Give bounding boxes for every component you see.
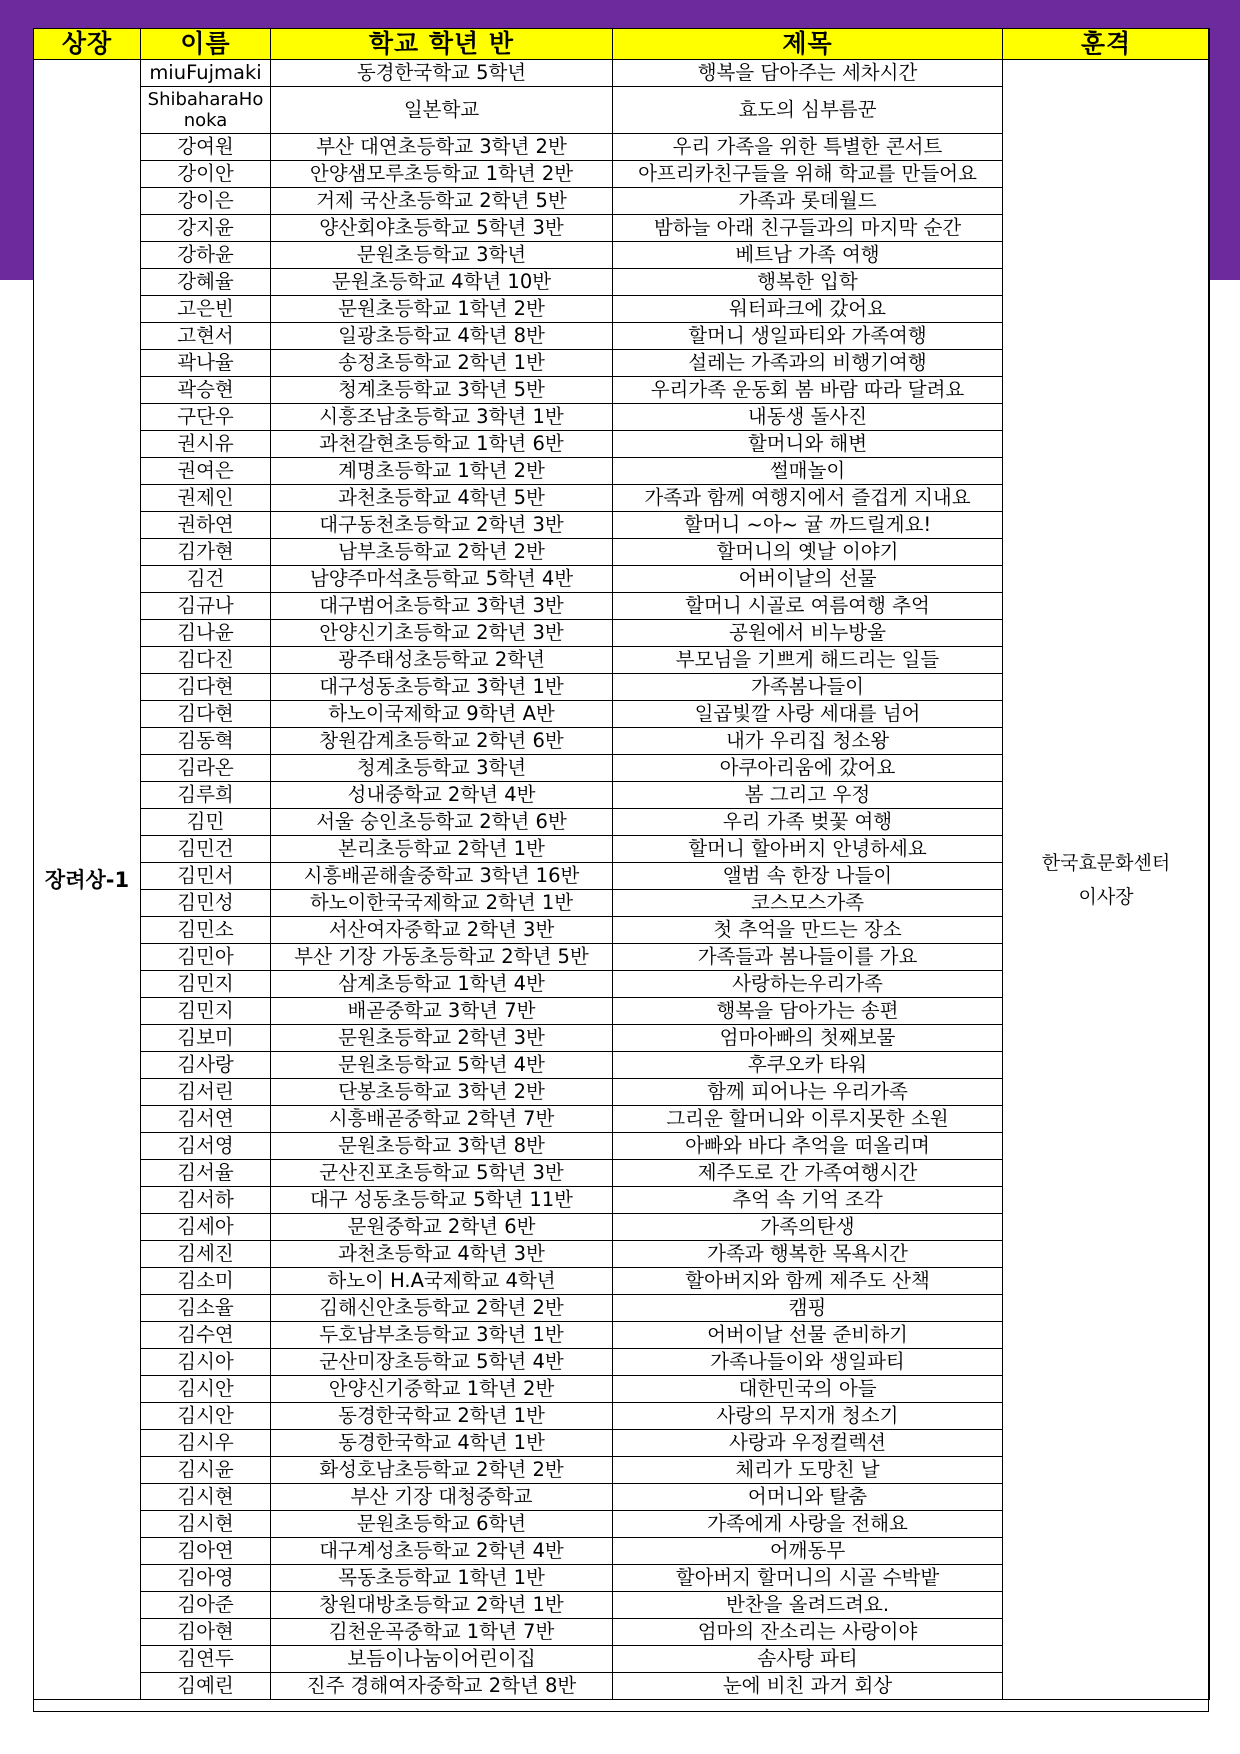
header-school: 학교 학년 반 [271,29,613,60]
name-cell: 김수연 [141,1322,271,1349]
name-cell: 구단우 [141,404,271,431]
title-cell: 설레는 가족과의 비행기여행 [613,350,1003,377]
title-cell: 앨범 속 한장 나들이 [613,863,1003,890]
name-cell: 김민성 [141,890,271,917]
name-cell: 김라온 [141,755,271,782]
name-cell: 김다진 [141,647,271,674]
school-cell: 서산여자중학교 2학년 3반 [271,917,613,944]
title-cell: 사랑과 우정컬렉션 [613,1430,1003,1457]
name-cell: 김민소 [141,917,271,944]
award-table [33,28,1210,1700]
title-cell: 공원에서 비누방울 [613,620,1003,647]
name-cell: 김민건 [141,836,271,863]
school-cell: 부산 기장 가동초등학교 2학년 5반 [271,944,613,971]
title-cell: 어버이날의 선물 [613,566,1003,593]
name-cell: 김민지 [141,998,271,1025]
school-cell: 일본학교 [271,87,613,134]
school-cell: 과천초등학교 4학년 5반 [271,485,613,512]
title-cell: 아빠와 바다 추억을 떠올리며 [613,1133,1003,1160]
school-cell: 단봉초등학교 3학년 2반 [271,1079,613,1106]
school-cell: 청계초등학교 3학년 [271,755,613,782]
school-cell: 동경한국학교 5학년 [271,60,613,87]
name-cell: 김서연 [141,1106,271,1133]
school-cell: 하노이한국국제학교 2학년 1반 [271,890,613,917]
name-cell: 김아영 [141,1565,271,1592]
school-cell: 과천초등학교 4학년 3반 [271,1241,613,1268]
name-cell: 권시유 [141,431,271,458]
title-cell: 솜사탕 파티 [613,1646,1003,1673]
name-cell: 김건 [141,566,271,593]
header-title: 제목 [613,29,1003,60]
school-cell: 화성호남초등학교 2학년 2반 [271,1457,613,1484]
title-cell: 할머니 생일파티와 가족여행 [613,323,1003,350]
title-cell: 눈에 비친 과거 회상 [613,1673,1003,1700]
name-cell: 김연두 [141,1646,271,1673]
title-cell: 썰매놀이 [613,458,1003,485]
title-cell: 첫 추억을 만드는 장소 [613,917,1003,944]
name-cell: 강여원 [141,134,271,161]
name-cell: 김시안 [141,1403,271,1430]
title-cell: 행복한 입학 [613,269,1003,296]
school-cell: 문원초등학교 6학년 [271,1511,613,1538]
name-cell: 김시현 [141,1511,271,1538]
name-cell: 김규나 [141,593,271,620]
school-cell: 대구동천초등학교 2학년 3반 [271,512,613,539]
school-cell: 동경한국학교 4학년 1반 [271,1430,613,1457]
title-cell: 행복을 담아주는 세차시간 [613,60,1003,87]
title-cell: 코스모스가족 [613,890,1003,917]
name-cell: 김사랑 [141,1052,271,1079]
school-cell: 동경한국학교 2학년 1반 [271,1403,613,1430]
school-cell: 두호남부초등학교 3학년 1반 [271,1322,613,1349]
name-cell: 김민서 [141,863,271,890]
school-cell: 하노이국제학교 9학년 A반 [271,701,613,728]
school-cell: 부산 기장 대청중학교 [271,1484,613,1511]
title-cell: 내동생 돌사진 [613,404,1003,431]
name-cell: 김서율 [141,1160,271,1187]
name-cell: 김민지 [141,971,271,998]
title-cell: 후쿠오카 타워 [613,1052,1003,1079]
school-cell: 거제 국산초등학교 2학년 5반 [271,188,613,215]
name-cell: 김가현 [141,539,271,566]
school-cell: 시흥배곧중학교 2학년 7반 [271,1106,613,1133]
name-cell: 김소율 [141,1295,271,1322]
name-cell: 김예린 [141,1673,271,1700]
school-cell: 양산회야초등학교 5학년 3반 [271,215,613,242]
school-cell: 부산 대연초등학교 3학년 2반 [271,134,613,161]
school-cell: 안양샘모루초등학교 1학년 2반 [271,161,613,188]
name-cell: 권제인 [141,485,271,512]
school-cell: 남부초등학교 2학년 2반 [271,539,613,566]
title-cell: 우리가족 운동회 봄 바람 따라 달려요 [613,377,1003,404]
school-cell: 문원초등학교 2학년 3반 [271,1025,613,1052]
name-cell: 권하연 [141,512,271,539]
table-row [34,60,1210,87]
name-cell: 김서린 [141,1079,271,1106]
title-cell: 가족에게 사랑을 전해요 [613,1511,1003,1538]
school-cell: 창원감계초등학교 2학년 6반 [271,728,613,755]
title-cell: 체리가 도망친 날 [613,1457,1003,1484]
name-cell: 김시아 [141,1349,271,1376]
title-cell: 할머니 ~아~ 귤 까드릴게요! [613,512,1003,539]
school-cell: 시흥배곧해솔중학교 3학년 16반 [271,863,613,890]
name-cell: 김세진 [141,1241,271,1268]
school-cell: 진주 경해여자중학교 2학년 8반 [271,1673,613,1700]
name-cell: 강이은 [141,188,271,215]
title-cell: 반찬을 올려드려요. [613,1592,1003,1619]
school-cell: 대구 성동초등학교 5학년 11반 [271,1187,613,1214]
title-cell: 그리운 할머니와 이루지못한 소원 [613,1106,1003,1133]
school-cell: 보듬이나눔이어린이집 [271,1646,613,1673]
name-cell: 김시우 [141,1430,271,1457]
title-cell: 어깨동무 [613,1538,1003,1565]
name-cell: 김시윤 [141,1457,271,1484]
school-cell: 송정초등학교 2학년 1반 [271,350,613,377]
title-cell: 우리 가족을 위한 특별한 콘서트 [613,134,1003,161]
title-cell: 제주도로 간 가족여행시간 [613,1160,1003,1187]
name-cell: 곽나율 [141,350,271,377]
title-cell: 추억 속 기억 조각 [613,1187,1003,1214]
title-cell: 가족나들이와 생일파티 [613,1349,1003,1376]
title-cell: 가족봄나들이 [613,674,1003,701]
name-cell: 강하윤 [141,242,271,269]
title-cell: 가족들과 봄나들이를 가요 [613,944,1003,971]
title-cell: 할머니 할아버지 안녕하세요 [613,836,1003,863]
title-cell: 할머니 시골로 여름여행 추억 [613,593,1003,620]
school-cell: 서울 숭인초등학교 2학년 6반 [271,809,613,836]
school-cell: 대구성동초등학교 3학년 1반 [271,674,613,701]
school-cell: 광주태성초등학교 2학년 [271,647,613,674]
school-cell: 청계초등학교 3학년 5반 [271,377,613,404]
school-cell: 시흥조남초등학교 3학년 1반 [271,404,613,431]
award-cell: 장려상-1 [34,60,141,1700]
header-host: 훈격 [1003,29,1210,60]
name-cell: 권여은 [141,458,271,485]
title-cell: 가족의탄생 [613,1214,1003,1241]
name-cell: 김아현 [141,1619,271,1646]
name-cell: 강이안 [141,161,271,188]
title-cell: 우리 가족 벚꽃 여행 [613,809,1003,836]
title-cell: 사랑의 무지개 청소기 [613,1403,1003,1430]
name-cell: 김민 [141,809,271,836]
title-cell: 일곱빛깔 사랑 세대를 넘어 [613,701,1003,728]
school-cell: 목동초등학교 1학년 1반 [271,1565,613,1592]
name-cell: 김아준 [141,1592,271,1619]
title-cell: 캠핑 [613,1295,1003,1322]
school-cell: 창원대방초등학교 2학년 1반 [271,1592,613,1619]
header-name: 이름 [141,29,271,60]
school-cell: 문원초등학교 5학년 4반 [271,1052,613,1079]
school-cell: 문원초등학교 1학년 2반 [271,296,613,323]
name-cell: 김다현 [141,701,271,728]
title-cell: 밤하늘 아래 친구들과의 마지막 순간 [613,215,1003,242]
name-cell: 김민아 [141,944,271,971]
title-cell: 할머니의 옛날 이야기 [613,539,1003,566]
name-cell: ShibaharaHonoka [141,87,271,134]
school-cell: 과천갈현초등학교 1학년 6반 [271,431,613,458]
name-cell: miuFujmaki [141,60,271,87]
name-cell: 김나윤 [141,620,271,647]
host-line: 한국효문화센터 [1041,851,1171,874]
title-cell: 워터파크에 갔어요 [613,296,1003,323]
header-row [34,29,1210,60]
name-cell: 김소미 [141,1268,271,1295]
title-cell: 사랑하는우리가족 [613,971,1003,998]
title-cell: 부모님을 기쁘게 해드리는 일들 [613,647,1003,674]
name-cell: 김보미 [141,1025,271,1052]
school-cell: 안양신기중학교 1학년 2반 [271,1376,613,1403]
school-cell: 문원초등학교 4학년 10반 [271,269,613,296]
name-cell: 김세아 [141,1214,271,1241]
host-cell [1003,60,1210,1700]
school-cell: 남양주마석초등학교 5학년 4반 [271,566,613,593]
host-line: 이사장 [1078,885,1134,908]
title-cell: 효도의 심부름꾼 [613,87,1003,134]
title-cell: 어머니와 탈춤 [613,1484,1003,1511]
school-cell: 김해신안초등학교 2학년 2반 [271,1295,613,1322]
name-cell: 강혜율 [141,269,271,296]
school-cell: 본리초등학교 2학년 1반 [271,836,613,863]
header-award: 상장 [34,29,141,60]
title-cell: 엄마의 잔소리는 사랑이야 [613,1619,1003,1646]
title-cell: 할아버지 할머니의 시골 수박밭 [613,1565,1003,1592]
title-cell: 아쿠아리움에 갔어요 [613,755,1003,782]
title-cell: 가족과 롯데월드 [613,188,1003,215]
name-cell: 곽승현 [141,377,271,404]
school-cell: 배곧중학교 3학년 7반 [271,998,613,1025]
school-cell: 문원중학교 2학년 6반 [271,1214,613,1241]
school-cell: 군산진포초등학교 5학년 3반 [271,1160,613,1187]
title-cell: 대한민국의 아들 [613,1376,1003,1403]
title-cell: 행복을 담아가는 송편 [613,998,1003,1025]
title-cell: 베트남 가족 여행 [613,242,1003,269]
name-cell: 김아연 [141,1538,271,1565]
school-cell: 대구계성초등학교 2학년 4반 [271,1538,613,1565]
school-cell: 계명초등학교 1학년 2반 [271,458,613,485]
name-cell: 김서영 [141,1133,271,1160]
title-cell: 내가 우리집 청소왕 [613,728,1003,755]
school-cell: 하노이 H.A국제학교 4학년 [271,1268,613,1295]
title-cell: 봄 그리고 우정 [613,782,1003,809]
title-cell: 가족과 행복한 목욕시간 [613,1241,1003,1268]
name-cell: 김동혁 [141,728,271,755]
school-cell: 성내중학교 2학년 4반 [271,782,613,809]
school-cell: 대구범어초등학교 3학년 3반 [271,593,613,620]
name-cell: 고은빈 [141,296,271,323]
school-cell: 군산미장초등학교 5학년 4반 [271,1349,613,1376]
school-cell: 일광초등학교 4학년 8반 [271,323,613,350]
name-cell: 고현서 [141,323,271,350]
title-cell: 가족과 함께 여행지에서 즐겁게 지내요 [613,485,1003,512]
school-cell: 안양신기초등학교 2학년 3반 [271,620,613,647]
title-cell: 함께 피어나는 우리가족 [613,1079,1003,1106]
school-cell: 삼계초등학교 1학년 4반 [271,971,613,998]
name-cell: 김시현 [141,1484,271,1511]
award-list-sheet [33,28,1209,1712]
name-cell: 김루희 [141,782,271,809]
title-cell: 아프리카친구들을 위해 학교를 만들어요 [613,161,1003,188]
title-cell: 할머니와 해변 [613,431,1003,458]
title-cell: 엄마아빠의 첫째보물 [613,1025,1003,1052]
school-cell: 문원초등학교 3학년 [271,242,613,269]
school-cell: 김천운곡중학교 1학년 7반 [271,1619,613,1646]
title-cell: 어버이날 선물 준비하기 [613,1322,1003,1349]
name-cell: 강지윤 [141,215,271,242]
school-cell: 문원초등학교 3학년 8반 [271,1133,613,1160]
name-cell: 김다현 [141,674,271,701]
table-body [34,60,1210,1700]
title-cell: 할아버지와 함께 제주도 산책 [613,1268,1003,1295]
name-cell: 김시안 [141,1376,271,1403]
name-cell: 김서하 [141,1187,271,1214]
